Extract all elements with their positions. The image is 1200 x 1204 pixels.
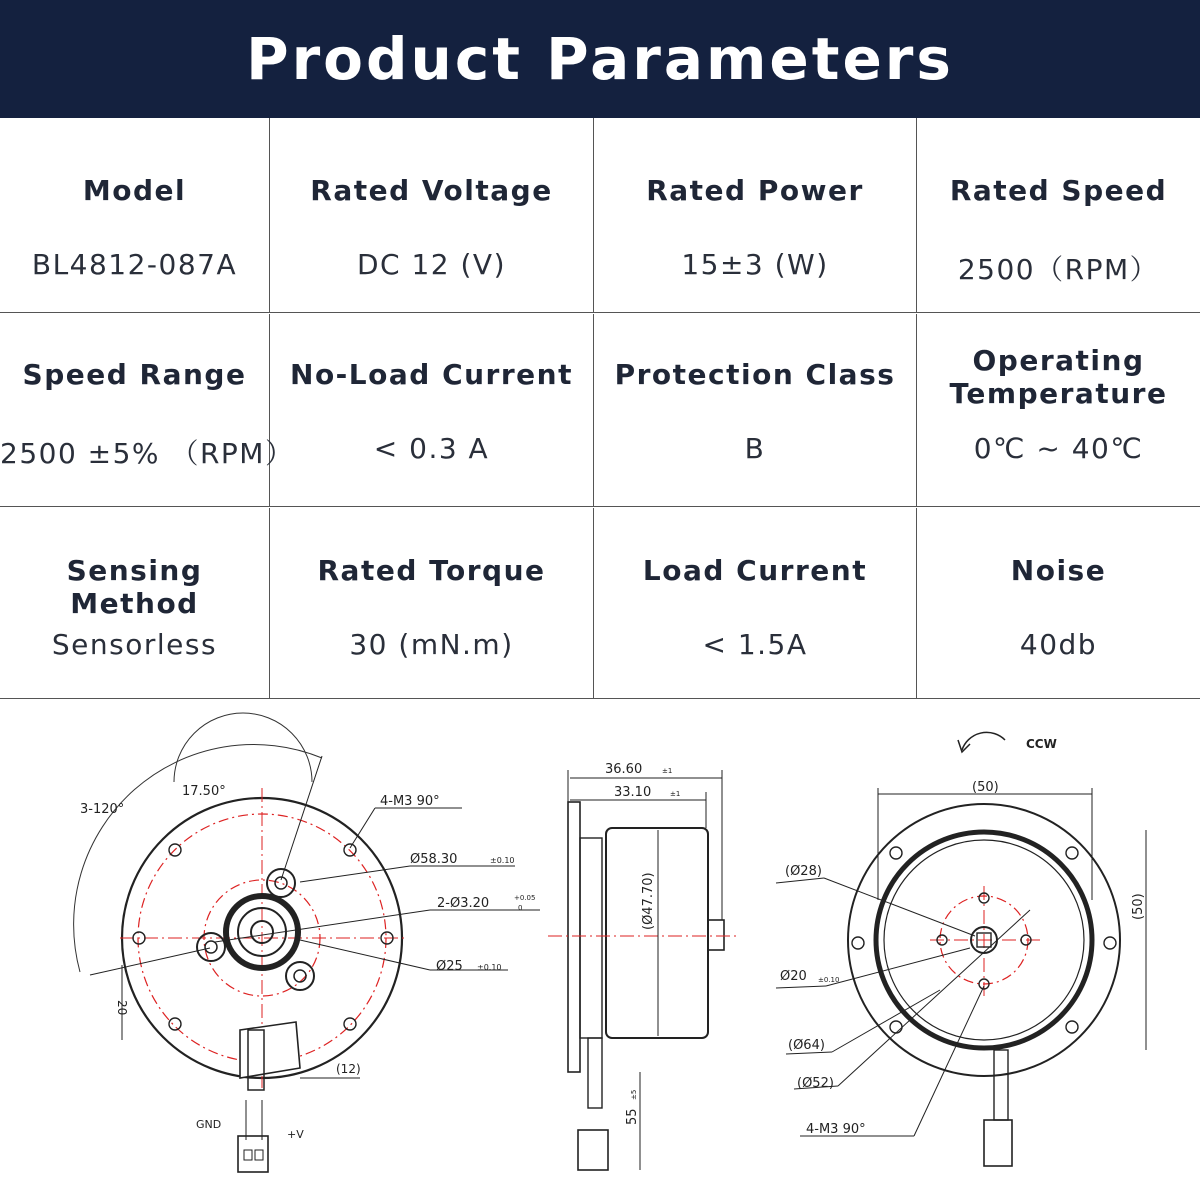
param-value: BL4812-087A (31, 248, 238, 281)
rotation-label: CCW (1026, 737, 1057, 751)
param-label: Rated Power (646, 174, 864, 207)
param-label: Rated Torque (317, 554, 546, 587)
param-label: Rated Speed (949, 174, 1168, 207)
param-value: 40db (1019, 628, 1098, 661)
vplus-label: +V (287, 1128, 304, 1141)
body-width-tolerance: ±1 (670, 790, 681, 798)
param-value: DC 12 (V) (356, 248, 507, 281)
param-value: 30 (mN.m) (349, 628, 514, 661)
param-cell-sensing-method (0, 508, 270, 698)
param-cell-rated-torque (270, 508, 594, 698)
page-title: Product Parameters (246, 25, 954, 93)
param-value: 15±3 (W) (681, 248, 829, 281)
param-value: Sensorless (51, 628, 218, 661)
param-label: Noise (1010, 554, 1107, 587)
param-label (917, 344, 1200, 410)
param-value: < 1.5A (702, 628, 808, 661)
gnd-label: GND (196, 1118, 222, 1131)
param-cell-no-load-current (270, 314, 594, 506)
technical-drawing (0, 700, 1200, 1200)
param-cell-speed-range (0, 314, 295, 506)
inner-diameter-tolerance: ±0.10 (477, 963, 502, 972)
total-width-label: 36.60 (605, 762, 643, 777)
parameter-table (0, 118, 1200, 699)
param-value: 2500 ±5% （RPM） (0, 437, 295, 470)
param-label: Sensing Method (66, 554, 203, 620)
angle-label: 17.50° (182, 784, 226, 799)
lead-length-label: 55 (625, 1108, 640, 1125)
param-cell-operating-temperature (917, 314, 1200, 506)
body-diameter-label: (Ø47.70) (641, 872, 656, 930)
param-label-line: Operating (972, 344, 1145, 377)
back-screw-label: 4-M3 90° (806, 1122, 866, 1137)
side-view (548, 762, 740, 1170)
dim-20-label: 20 (115, 1000, 129, 1016)
param-label: Speed Range (22, 358, 247, 391)
param-cell-load-current (594, 508, 917, 698)
total-width-tolerance: ±1 (662, 767, 673, 775)
rotation-arrow-icon (962, 732, 1005, 750)
param-value: B (744, 432, 766, 465)
body-width-label: 33.10 (614, 785, 652, 800)
param-label: No-Load Current (290, 358, 573, 391)
param-value: 2500（RPM） (957, 253, 1160, 286)
param-cell-rated-voltage (270, 118, 594, 312)
holes-label: 2-Ø3.20 (437, 896, 490, 911)
back-d64-label: (Ø64) (788, 1038, 825, 1053)
table-row (0, 118, 1200, 313)
back-view (776, 732, 1146, 1166)
outer-diameter-label: Ø58.30 (410, 852, 458, 867)
param-label-line: Temperature (949, 377, 1168, 410)
outer-diameter-tolerance: ±0.10 (490, 856, 515, 865)
param-value: 0℃ ~ 40℃ (973, 432, 1144, 465)
header-bar (0, 0, 1200, 118)
front-view (74, 713, 540, 1172)
param-cell-model (0, 118, 270, 312)
lead-length-tolerance: ±5 (630, 1089, 638, 1100)
param-label: Load Current (642, 554, 868, 587)
param-cell-rated-speed (917, 118, 1200, 312)
table-row (0, 314, 1200, 507)
back-height-label: (50) (1131, 893, 1146, 920)
param-label: Model (82, 174, 187, 207)
param-cell-rated-power (594, 118, 917, 312)
param-label: Protection Class (614, 358, 896, 391)
holes-tolerance-bottom: 0 (518, 904, 523, 912)
inner-diameter-label: Ø25 (436, 959, 463, 974)
angle-pattern-label: 3-120° (80, 802, 125, 817)
table-row (0, 508, 1200, 698)
param-cell-noise (917, 508, 1200, 698)
param-value: < 0.3 A (373, 432, 490, 465)
param-label: Rated Voltage (310, 174, 553, 207)
holes-tolerance-top: +0.05 (514, 894, 536, 902)
back-width-label: (50) (972, 780, 999, 795)
dim-12-label: (12) (336, 1062, 361, 1076)
screw-label: 4-M3 90° (380, 794, 440, 809)
back-d20-tolerance: ±0.10 (818, 976, 840, 984)
back-d28-label: (Ø28) (785, 864, 822, 879)
back-d20-label: Ø20 (780, 969, 807, 984)
param-cell-protection-class (594, 314, 917, 506)
back-d52-label: (Ø52) (797, 1076, 834, 1091)
